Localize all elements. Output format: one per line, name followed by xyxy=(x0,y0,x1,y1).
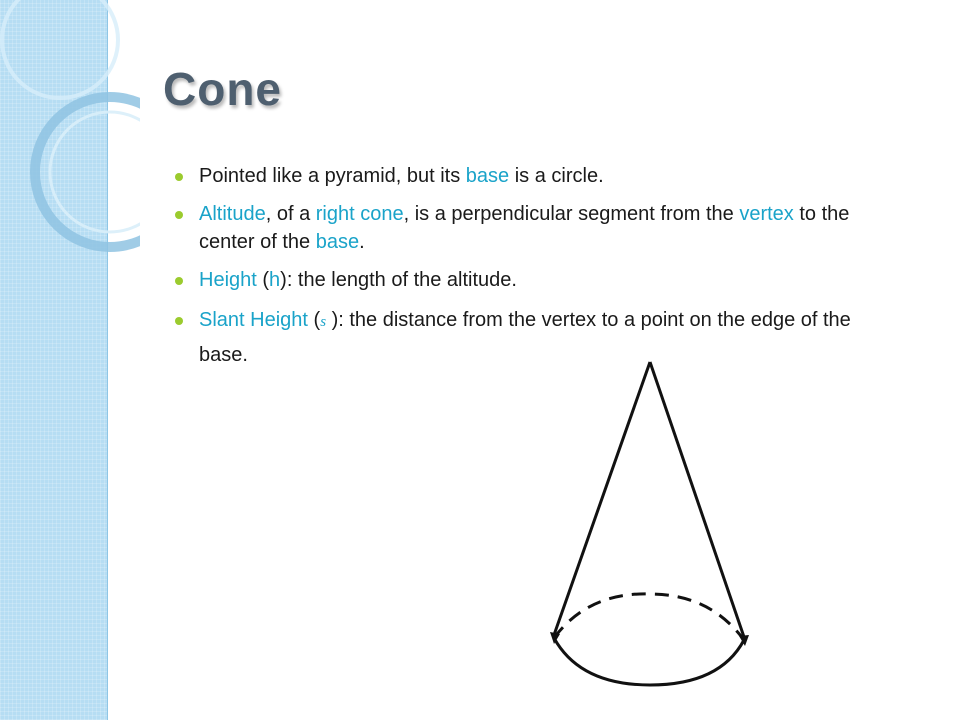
bullet-text: to the center of the xyxy=(199,203,850,253)
cone-left-arrowhead xyxy=(550,632,560,644)
bullet-text: . xyxy=(359,231,365,253)
highlighted-term: h xyxy=(269,269,281,291)
bullet-list xyxy=(175,162,855,372)
bullet-dot-icon xyxy=(175,277,183,285)
bullet-item xyxy=(175,162,855,190)
bullet-text: ): the distance from the vertex to a point on the edge of the base. xyxy=(199,309,851,366)
bullet-text: Pointed like a pyramid, but its xyxy=(199,165,466,187)
bullet-item xyxy=(175,266,855,294)
decorative-rings xyxy=(0,0,140,260)
bullet-dot-icon xyxy=(175,211,183,219)
cone-base-front-arc xyxy=(554,638,744,685)
highlighted-term: s xyxy=(320,314,327,330)
bullet-text: , is a perpendicular segment from the xyxy=(403,203,740,225)
highlighted-term: vertex xyxy=(739,203,794,225)
highlighted-term: base xyxy=(465,165,510,187)
highlighted-term: Height xyxy=(199,269,257,291)
slide-title: Cone xyxy=(163,63,282,115)
bullet-text: is a circle. xyxy=(509,165,604,187)
bullet-text: , of a xyxy=(265,203,316,225)
bullet-dot-icon xyxy=(175,173,183,181)
highlighted-term: Slant Height xyxy=(199,309,308,331)
highlighted-term: Altitude xyxy=(199,203,266,225)
highlighted-term: right cone xyxy=(315,203,404,225)
bullet-text: ( xyxy=(256,269,270,291)
highlighted-term: base xyxy=(315,231,360,253)
bullet-text: ): the length of the altitude. xyxy=(280,269,517,291)
bullet-item xyxy=(175,200,855,256)
bullet-dot-icon xyxy=(175,317,183,325)
bullet-text: ( xyxy=(307,309,321,331)
cone-base-back-arc-dashed xyxy=(554,594,744,640)
decorative-side-panel xyxy=(0,0,108,720)
cone-diagram xyxy=(540,350,770,695)
